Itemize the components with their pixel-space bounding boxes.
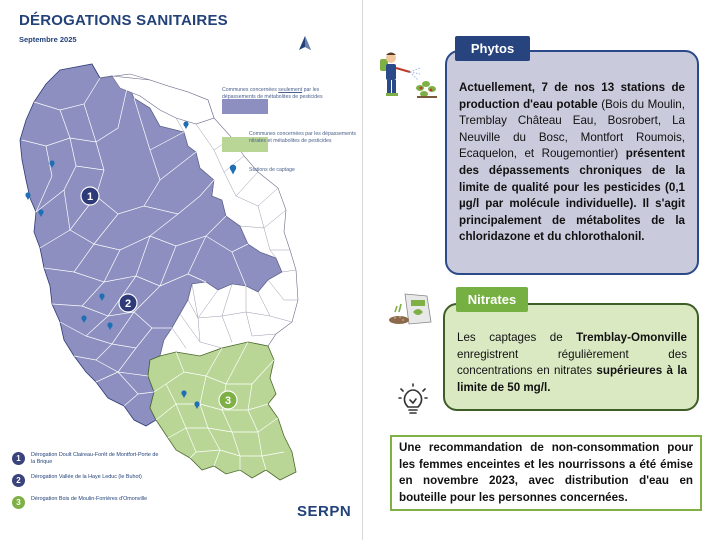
derogation-label-2: Dérogation Vallée de la Haye Leduc (le Buhot) bbox=[31, 474, 142, 480]
derogation-item-1 bbox=[12, 452, 161, 466]
legend-pesticide-label: Communes concernées seulement par les dépassements de métabolites de pesticides bbox=[222, 87, 323, 100]
zone-marker-3 bbox=[219, 391, 237, 409]
derogation-item-2 bbox=[12, 474, 161, 487]
legend-stations-label: Stations de captage bbox=[249, 167, 295, 173]
phytos-tab: Phytos bbox=[455, 36, 530, 61]
legend-nitrate-label: Communes concernées par les dépassements nitrates et métabolites de pesticides bbox=[249, 131, 356, 144]
legend-swatch-pesticide bbox=[222, 99, 268, 114]
derogation-number-2: 2 bbox=[12, 474, 25, 487]
derogation-label-3: Dérogation Bois de Moulin-Forrières d'Omonville bbox=[31, 496, 148, 502]
svg-text:1: 1 bbox=[86, 191, 94, 203]
sprayer-person-icon bbox=[376, 50, 440, 106]
fertilizer-bag-icon bbox=[387, 290, 435, 326]
nitrates-tab: Nitrates bbox=[456, 287, 528, 312]
phytos-card: Actuellement, 7 de nos 13 stations de production d'eau potable (Bois du Moulin, Tremblay Château Eau, Bosrobert, La Neuville du Bosc, Montfort Roumois, Ecaquelon, et Rougemontier) présentent des dépassements chroniques de la limite de qualité pour les pesticides (0,1 µg/l par molécule individuelle). Il s'agit principalement de métabolites de la chloridazone et du chlorothalonil. bbox=[445, 50, 699, 275]
zone-marker-2 bbox=[119, 294, 137, 312]
map-subtitle: Septembre 2025 bbox=[19, 35, 77, 44]
north-arrow-icon bbox=[299, 36, 311, 50]
lightbulb-icon bbox=[398, 383, 428, 417]
nitrate-zone bbox=[148, 342, 296, 480]
nitrates-card: Les captages de Tremblay-Omonville enregistrent régulièrement des concentrations en nitrates supérieures à la limite de 50 mg/l. bbox=[443, 303, 699, 411]
derogation-number-1: 1 bbox=[12, 452, 25, 465]
derogation-number-3: 3 bbox=[12, 496, 25, 509]
map-pin-icon bbox=[25, 192, 30, 200]
brand-logo-text: SERPN bbox=[297, 503, 352, 520]
zone-marker-1 bbox=[81, 187, 99, 205]
derogation-label-1: Dérogation Doult Claireau-Forêt de Montfort-Porte de la Brique bbox=[31, 452, 159, 465]
svg-text:2: 2 bbox=[124, 298, 132, 310]
recommendation-box: Une recommandation de non-consommation pour les femmes enceintes et les nourrissons a été émise en novembre 2023, avec distribution d'eau en bouteille pour les personnes concernées. bbox=[390, 435, 702, 511]
map-pin-icon bbox=[229, 164, 237, 175]
derogation-item-3 bbox=[12, 496, 161, 509]
svg-text:3: 3 bbox=[224, 395, 232, 407]
map-title: DÉROGATIONS SANITAIRES bbox=[19, 12, 228, 29]
